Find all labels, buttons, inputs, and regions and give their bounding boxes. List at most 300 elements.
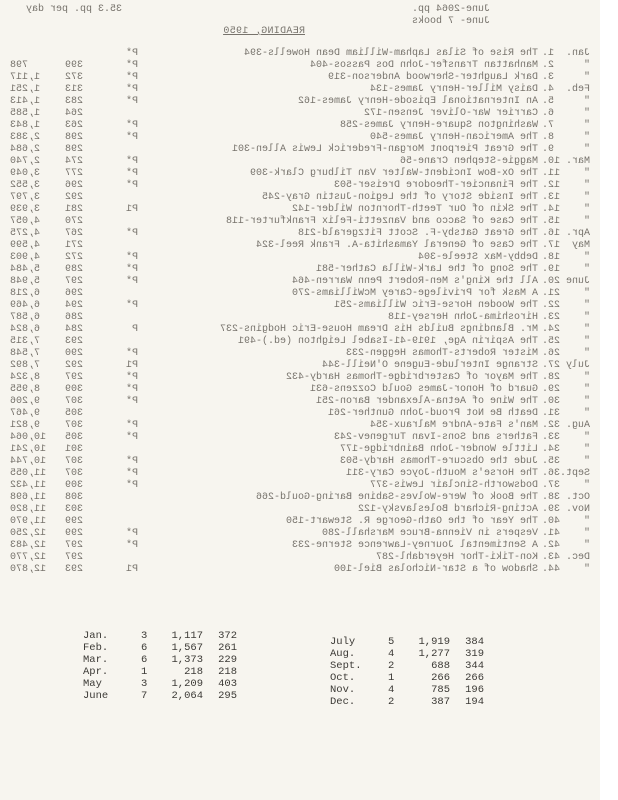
book-row: [0, 84, 600, 96]
book-daily-pages: 274: [65, 156, 84, 167]
book-month: May: [571, 240, 590, 251]
book-title: Dark Laughter-Sherwood Anderson-319: [327, 72, 538, 83]
book-title: Daisy Miller-Henry James-134: [369, 84, 538, 95]
book-title: The Wooden Horse-Eric Williams-251: [333, 300, 538, 311]
book-row: [0, 132, 600, 144]
summary-book-count: 1: [388, 672, 395, 684]
book-mark: P1: [125, 204, 138, 215]
book-title: A Mask for Privilege-Carey McWilliams-270: [291, 288, 538, 299]
book-cumulative-pages: 10,064: [10, 432, 47, 443]
book-row: [0, 48, 600, 60]
book-daily-pages: 309: [65, 384, 84, 395]
book-title: Carrier War-Oliver Jensen-172: [363, 108, 538, 119]
book-number: 34.: [542, 444, 561, 455]
book-mark: P*: [125, 252, 138, 263]
book-mark: P*: [125, 84, 138, 95]
book-title: The Horse's Mouth-Joyce Cary-311: [345, 468, 538, 479]
page-title: READING, 1950: [223, 26, 305, 37]
book-row: [0, 456, 600, 468]
summary-average: 218: [218, 666, 237, 678]
book-mark: P*: [125, 72, 138, 83]
book-row: [0, 168, 600, 180]
book-number: 5.: [542, 96, 555, 107]
book-title: Kon-Tiki-Thor Heyerdahl-287: [375, 552, 538, 563]
summary-month: Sept.: [330, 660, 362, 672]
book-mark: P*: [125, 180, 138, 191]
book-number: 22.: [542, 300, 561, 311]
book-daily-pages: 299: [65, 528, 84, 539]
book-month: ": [583, 324, 590, 335]
book-title: Dodsworth-Sinclair Lewis-377: [369, 480, 538, 491]
summary-pages: 785: [431, 684, 450, 696]
book-number: 28.: [542, 372, 561, 383]
book-mark: P*: [125, 540, 138, 551]
book-daily-pages: 399: [65, 60, 84, 71]
book-title: All the King's Men-Robert Penn Warren-464: [291, 276, 538, 287]
book-cumulative-pages: 12,770: [10, 552, 47, 563]
book-mark: P*: [125, 348, 138, 359]
book-daily-pages: 292: [65, 360, 84, 371]
book-month: ": [583, 336, 590, 347]
book-daily-pages: 309: [65, 480, 84, 491]
book-number: 40.: [542, 516, 561, 527]
book-cumulative-pages: 1,251: [10, 84, 41, 95]
book-month: ": [583, 408, 590, 419]
summary-pages: 1,567: [171, 642, 203, 654]
book-row: [0, 240, 600, 252]
book-number: 9.: [542, 144, 555, 155]
summary-month: Oct.: [330, 672, 356, 684]
book-row: [0, 324, 600, 336]
book-month: ": [583, 432, 590, 443]
summary-book-count: 3: [141, 630, 148, 642]
book-title: A Sentimental Journey-Lawrence Sterne-233: [291, 540, 538, 551]
book-cumulative-pages: 4,903: [10, 252, 41, 263]
book-mark: P*: [125, 156, 138, 167]
book-month: ": [583, 204, 590, 215]
book-daily-pages: 270: [65, 216, 84, 227]
book-month: ": [583, 72, 590, 83]
book-mark: P1: [125, 360, 138, 371]
book-cumulative-pages: 10,241: [10, 444, 47, 455]
book-number: 16.: [542, 228, 561, 239]
book-month: Oct.: [565, 492, 590, 503]
book-month: ": [583, 216, 590, 227]
summary-month: May: [83, 678, 102, 690]
book-cumulative-pages: 2,740: [10, 156, 41, 167]
summary-book-count: 3: [141, 678, 148, 690]
book-cumulative-pages: 5,948: [10, 276, 41, 287]
book-row: [0, 468, 600, 480]
summary-pages: 218: [184, 666, 203, 678]
book-daily-pages: 303: [65, 504, 84, 515]
summary-average: 295: [218, 690, 237, 702]
book-row: [0, 552, 600, 564]
book-daily-pages: 296: [65, 180, 84, 191]
book-number: 1.: [542, 48, 555, 59]
book-number: 23.: [542, 312, 561, 323]
book-number: 32.: [542, 420, 561, 431]
book-title: Strange Interlude-Eugene O'Neill-344: [321, 360, 538, 371]
book-mark: P*: [125, 60, 138, 71]
book-number: 37.: [542, 480, 561, 491]
book-row: [0, 288, 600, 300]
book-cumulative-pages: 9,206: [10, 396, 41, 407]
book-month: ": [583, 396, 590, 407]
book-row: [0, 204, 600, 216]
summary-book-count: 6: [141, 642, 148, 654]
book-title: The American-Henry James-540: [369, 132, 538, 143]
book-month: ": [583, 144, 590, 155]
book-title: The Case of General Yamashita-A. Frank Reel-324: [255, 240, 538, 251]
summary-month: July: [330, 636, 356, 648]
book-title: The Wine of Aetna-Alexander Baron-251: [315, 396, 538, 407]
book-number: 43.: [542, 552, 561, 563]
book-daily-pages: 307: [65, 468, 84, 479]
book-daily-pages: 305: [65, 432, 84, 443]
book-number: 19.: [542, 264, 561, 275]
book-month: ": [583, 564, 590, 575]
summary-book-count: 2: [388, 696, 395, 708]
book-month: ": [583, 540, 590, 551]
book-mark: P*: [125, 420, 138, 431]
book-number: 31.: [542, 408, 561, 419]
summary-pages: 387: [431, 696, 450, 708]
book-daily-pages: 284: [65, 324, 84, 335]
book-daily-pages: 298: [65, 132, 84, 143]
book-mark: P*: [125, 120, 138, 131]
book-month: ": [583, 372, 590, 383]
book-row: [0, 420, 600, 432]
summary-pages: 1,117: [171, 630, 203, 642]
book-row: [0, 72, 600, 84]
summary-average: 266: [465, 672, 484, 684]
book-title: The Inside Story of the Legion-Justin Gray-245: [261, 192, 538, 203]
book-row: [0, 228, 600, 240]
pages-per-day-note: 35.3 pp. per day: [25, 4, 122, 15]
book-month: Aug.: [565, 420, 590, 431]
book-title: Mr. Blandings Builds His Dream House-Eric Hodgins-237: [219, 324, 538, 335]
book-cumulative-pages: 6,218: [10, 288, 41, 299]
book-cumulative-pages: 7,315: [10, 336, 41, 347]
book-mark: P*: [125, 396, 138, 407]
summary-average: 384: [465, 636, 484, 648]
summary-book-count: 5: [388, 636, 395, 648]
book-row: [0, 300, 600, 312]
book-number: 39.: [542, 504, 561, 515]
summary-book-count: 7: [141, 690, 148, 702]
book-daily-pages: 307: [65, 396, 84, 407]
book-row: [0, 516, 600, 528]
book-mark: P*: [125, 228, 138, 239]
summary-average: 344: [465, 660, 484, 672]
book-month: ": [583, 96, 590, 107]
book-mark: P: [131, 324, 138, 335]
book-row: [0, 528, 600, 540]
book-number: 17.: [542, 240, 561, 251]
summary-pages: 1,277: [418, 648, 450, 660]
book-daily-pages: 301: [65, 444, 84, 455]
book-cumulative-pages: 798: [10, 60, 29, 71]
summary-pages: 1,373: [171, 654, 203, 666]
book-row: [0, 96, 600, 108]
book-number: 30.: [542, 396, 561, 407]
book-cumulative-pages: 8,955: [10, 384, 41, 395]
book-daily-pages: 293: [65, 336, 84, 347]
book-month: ": [583, 120, 590, 131]
book-number: 13.: [542, 192, 561, 203]
book-cumulative-pages: 7,892: [10, 360, 41, 371]
book-title: The Great Gatsby-F. Scott Fitzgerald-218: [297, 228, 538, 239]
book-number: 38.: [542, 492, 561, 503]
june-books-note: June- 7 books: [411, 16, 490, 27]
book-title: Little Wonder-John Bainbridge-177: [339, 444, 538, 455]
book-cumulative-pages: 7,548: [10, 348, 41, 359]
book-daily-pages: 277: [65, 168, 84, 179]
book-month: ": [583, 312, 590, 323]
book-mark: P*: [125, 276, 138, 287]
book-mark: P*: [125, 372, 138, 383]
book-month: ": [583, 252, 590, 263]
summary-month: Aug.: [330, 648, 356, 660]
book-row: [0, 540, 600, 552]
book-cumulative-pages: 11,432: [10, 480, 47, 491]
book-row: [0, 372, 600, 384]
book-mark: P*: [125, 456, 138, 467]
book-month: ": [583, 348, 590, 359]
book-title: Fathers and Sons-Ivan Turgenev-243: [333, 432, 538, 443]
book-month: ": [583, 516, 590, 527]
book-cumulative-pages: 10,744: [10, 456, 47, 467]
summary-pages: 1,209: [171, 678, 203, 690]
book-month: ": [583, 192, 590, 203]
book-cumulative-pages: 5,484: [10, 264, 41, 275]
book-title: The Song of the Lark-Willa Cather-581: [315, 264, 538, 275]
book-number: 27.: [542, 360, 561, 371]
book-mark: P*: [125, 168, 138, 179]
book-cumulative-pages: 1,413: [10, 96, 41, 107]
book-number: 3.: [542, 72, 555, 83]
book-daily-pages: 372: [65, 72, 84, 83]
summary-average: 403: [218, 678, 237, 690]
book-number: 18.: [542, 252, 561, 263]
book-row: [0, 348, 600, 360]
summary-average: 261: [218, 642, 237, 654]
book-cumulative-pages: 11,055: [10, 468, 47, 479]
book-title: Manhattan Transfer-John Dos Passos-404: [309, 60, 538, 71]
book-title: The Year of the Oath-George R. Stewart-150: [285, 516, 538, 527]
book-daily-pages: 297: [65, 276, 84, 287]
book-number: 44.: [542, 564, 561, 575]
summary-month: June: [83, 690, 109, 702]
book-cumulative-pages: 11,970: [10, 516, 47, 527]
book-month: Mar.: [565, 156, 590, 167]
book-title: Mister Roberts-Thomas Heggen-233: [345, 348, 538, 359]
book-row: [0, 384, 600, 396]
book-row: [0, 312, 600, 324]
book-title: Vespers in Vienna-Bruce Marshall-280: [321, 528, 538, 539]
book-cumulative-pages: 4,599: [10, 240, 41, 251]
summary-average: 319: [465, 648, 484, 660]
book-title: Maggie-Stephen Crane-56: [399, 156, 538, 167]
book-title: Shadow of a Star-Nicholas Biel-100: [333, 564, 538, 575]
book-month: ": [583, 528, 590, 539]
book-month: ": [583, 264, 590, 275]
book-cumulative-pages: 4,057: [10, 216, 41, 227]
book-row: [0, 492, 600, 504]
book-daily-pages: 290: [65, 348, 84, 359]
summary-book-count: 1: [141, 666, 148, 678]
book-row: [0, 120, 600, 132]
book-number: 7.: [542, 120, 555, 131]
book-daily-pages: 297: [65, 552, 84, 563]
book-title: Guard of Honor-James Gould Cozzens-631: [309, 384, 538, 395]
book-daily-pages: 308: [65, 492, 84, 503]
summary-month: Feb.: [83, 642, 109, 654]
book-cumulative-pages: 12,483: [10, 540, 47, 551]
summary-book-count: 2: [388, 660, 395, 672]
summary-pages: 688: [431, 660, 450, 672]
book-mark: P*: [125, 96, 138, 107]
book-daily-pages: 263: [65, 120, 84, 131]
book-month: ": [583, 444, 590, 455]
book-month: ": [583, 384, 590, 395]
book-title: Acting-Richard Boleslavsky-122: [357, 504, 538, 515]
book-cumulative-pages: 8,324: [10, 372, 41, 383]
book-daily-pages: 292: [65, 192, 84, 203]
book-daily-pages: 267: [65, 228, 84, 239]
book-number: 29.: [542, 384, 561, 395]
book-cumulative-pages: 6,824: [10, 324, 41, 335]
book-number: 33.: [542, 432, 561, 443]
book-daily-pages: 293: [65, 564, 84, 575]
book-row: [0, 108, 600, 120]
book-title: An International Episode-Henry James-162: [297, 96, 538, 107]
book-month: ": [583, 132, 590, 143]
book-row: [0, 60, 600, 72]
book-number: 4.: [542, 84, 555, 95]
book-month: Nov.: [565, 504, 590, 515]
book-row: [0, 504, 600, 516]
book-cumulative-pages: 3,939: [10, 204, 41, 215]
book-daily-pages: 297: [65, 372, 84, 383]
book-number: 25.: [542, 336, 561, 347]
book-daily-pages: 294: [65, 300, 84, 311]
book-title: Washington Square-Henry James-258: [339, 120, 538, 131]
book-daily-pages: 298: [65, 144, 84, 155]
book-title: Jude the Obscure-Thomas Hardy-503: [339, 456, 538, 467]
book-daily-pages: 305: [65, 408, 84, 419]
book-daily-pages: 271: [65, 240, 84, 251]
june-pages-note: June-2064 pp.: [411, 4, 490, 15]
book-daily-pages: 264: [65, 108, 84, 119]
book-month: Feb.: [565, 84, 590, 95]
book-cumulative-pages: 12,870: [10, 564, 47, 575]
book-month: ": [583, 300, 590, 311]
book-cumulative-pages: 3,552: [10, 180, 41, 191]
book-row: [0, 144, 600, 156]
summary-pages: 2,064: [171, 690, 203, 702]
book-month: ": [583, 456, 590, 467]
summary-book-count: 6: [141, 654, 148, 666]
summary-average: 372: [218, 630, 237, 642]
book-mark: P*: [125, 528, 138, 539]
book-row: [0, 264, 600, 276]
book-title: The Financier-Theodore Dreiser-503: [333, 180, 538, 191]
book-title: The Aspirin Age, 1919-41-Isabel Leighton (ed.)-491: [237, 336, 538, 347]
book-number: 12.: [542, 180, 561, 191]
book-month: ": [583, 288, 590, 299]
book-daily-pages: 299: [65, 516, 84, 527]
book-row: [0, 360, 600, 372]
book-cumulative-pages: 9,467: [10, 408, 41, 419]
book-mark: P*: [125, 132, 138, 143]
book-number: 26.: [542, 348, 561, 359]
book-number: 11.: [542, 168, 561, 179]
book-daily-pages: 313: [65, 84, 84, 95]
book-cumulative-pages: 11,698: [10, 492, 47, 503]
summary-average: 229: [218, 654, 237, 666]
book-number: 20.: [542, 276, 561, 287]
book-title: The Ox-Bow Incident-Walter Van Tilburg Clark-309: [249, 168, 538, 179]
book-number: 15.: [542, 216, 561, 227]
book-title: Debby-Max Steele-304: [417, 252, 538, 263]
book-title: Death Be Not Proud-John Gunther-261: [327, 408, 538, 419]
book-mark: P*: [125, 384, 138, 395]
book-cumulative-pages: 9,821: [10, 420, 41, 431]
book-cumulative-pages: 1,117: [10, 72, 41, 83]
book-row: [0, 432, 600, 444]
book-row: [0, 408, 600, 420]
book-mark: P*: [125, 480, 138, 491]
book-mark: P*: [125, 432, 138, 443]
book-daily-pages: 283: [65, 96, 84, 107]
summary-average: 194: [465, 696, 484, 708]
book-row: [0, 180, 600, 192]
book-daily-pages: 286: [65, 312, 84, 323]
book-cumulative-pages: 2,383: [10, 132, 41, 143]
book-cumulative-pages: 12,250: [10, 528, 47, 539]
book-cumulative-pages: 11,820: [10, 504, 47, 515]
book-row: [0, 252, 600, 264]
book-cumulative-pages: 3,049: [10, 168, 41, 179]
book-row: [0, 336, 600, 348]
book-daily-pages: 289: [65, 264, 84, 275]
summary-book-count: 4: [388, 684, 395, 696]
book-month: ": [583, 480, 590, 491]
book-number: 21.: [542, 288, 561, 299]
book-month: Sept.: [559, 468, 590, 479]
book-number: 6.: [542, 108, 555, 119]
book-month: ": [583, 60, 590, 71]
book-title: Hiroshima-John Hersey-118: [387, 312, 538, 323]
book-number: 41.: [542, 528, 561, 539]
book-row: [0, 480, 600, 492]
book-number: 14.: [542, 204, 561, 215]
summary-pages: 266: [431, 672, 450, 684]
book-cumulative-pages: 2,684: [10, 144, 41, 155]
book-daily-pages: 307: [65, 456, 84, 467]
book-title: The Rise of Silas Lapham-William Dean Howells-394: [243, 48, 538, 59]
book-month: Jan.: [565, 48, 590, 59]
book-number: 10.: [542, 156, 561, 167]
book-cumulative-pages: 4,275: [10, 228, 41, 239]
book-cumulative-pages: 6,587: [10, 312, 41, 323]
book-mark: P1: [125, 564, 138, 575]
summary-month: Apr.: [83, 666, 109, 678]
book-mark: P*: [125, 48, 138, 59]
book-number: 35.: [542, 456, 561, 467]
